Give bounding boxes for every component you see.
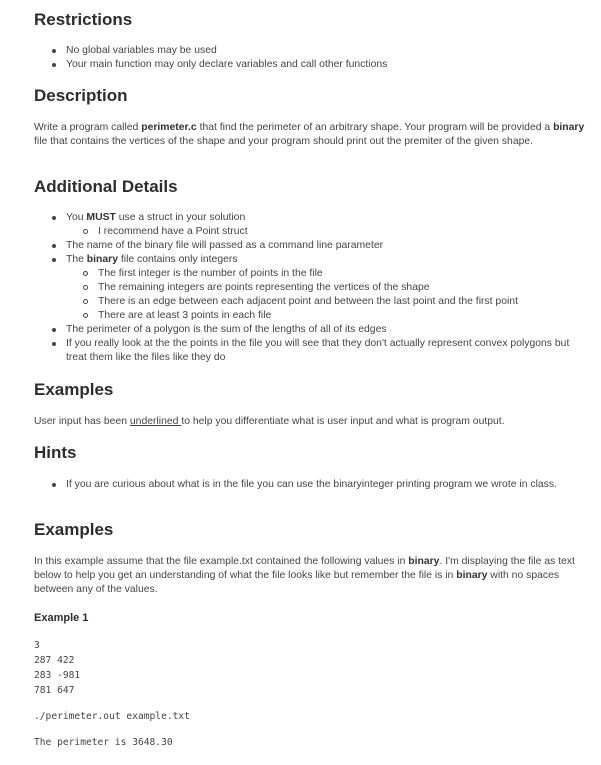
sub-list-item: The remaining integers are points representing the vertices of the shape [66,281,591,295]
hints-list [34,478,591,492]
sub-list [66,225,591,239]
examples-heading: Examples [34,520,114,539]
list-item: The name of the binary file will passed as a command line parameter [34,239,591,253]
file-line: 287 422 [34,655,75,666]
example-1-heading: Example 1 [34,612,89,624]
hints-heading: Hints [34,443,77,462]
list-item: No global variables may be used [34,44,591,58]
examples-intro-section [34,380,591,429]
examples-paragraph: In this example assume that the file example.txt contained the following values in binary. I'm displaying the file as text below to help you get an understanding of what the file looks like but remember the file is in binary with no spaces between any of the values. [34,556,575,595]
file-contents-block [34,638,591,698]
additional-details-list [34,211,591,365]
examples-intro-paragraph: User input has been underlined to help you differentiate what is user input and what is program output. [34,416,505,427]
sub-list-item: There are at least 3 points in each file [66,309,591,323]
restrictions-heading: Restrictions [34,10,133,29]
description-paragraph: Write a program called perimeter.c that find the perimeter of an arbitrary shape. Your program will be provided a binary file that contains the vertices of the shape and your program should print out the premiter of the given shape. [34,122,585,147]
file-line: 3 [34,640,40,651]
examples-section [34,520,591,750]
file-line: 781 647 [34,685,75,696]
program-output: The perimeter is 3648.30 [34,737,173,748]
list-item: The perimeter of a polygon is the sum of the lengths of all of its edges [34,323,591,337]
examples-intro-heading: Examples [34,380,114,399]
additional-details-heading: Additional Details [34,177,178,196]
list-item: If you are curious about what is in the file you can use the binaryinteger printing program we wrote in class. [34,478,571,492]
list-item: You MUST use a struct in your solution I recommend have a Point struct [34,211,591,239]
command-line: ./perimeter.out example.txt [34,711,190,722]
description-heading: Description [34,86,128,105]
sub-list-item: There is an edge between each adjacent point and between the last point and the first point [66,295,591,309]
restrictions-list [34,44,591,72]
sub-list-item: I recommend have a Point struct [66,225,591,239]
additional-details-section [34,177,591,365]
list-item: The binary file contains only integers The first integer is the number of points in the file The remaining integers are points representing the vertices of the shape There is an edge between each adjacent point and between the last point and the first point There are at least 3 points in each file [34,253,591,323]
list-item: Your main function may only declare variables and call other functions [34,58,591,72]
restrictions-section [34,10,591,72]
list-item: If you really look at the the points in the file you will see that they don't actually represent convex polygons but treat them like the files like they do [34,337,591,365]
sub-list-item: The first integer is the number of points in the file [66,267,591,281]
hints-section [34,443,591,492]
file-line: 283 -981 [34,670,81,681]
description-section [34,86,591,149]
sub-list [66,267,591,323]
